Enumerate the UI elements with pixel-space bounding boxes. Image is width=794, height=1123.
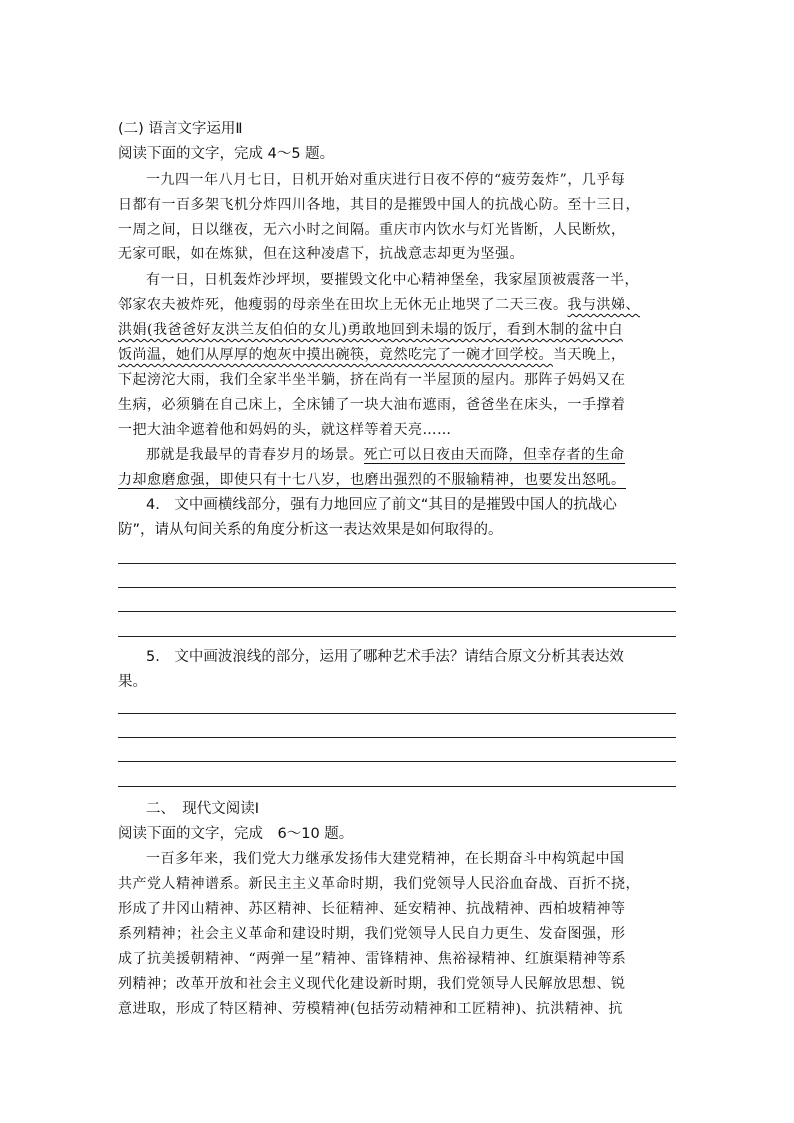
- passage-line: 无家可眠，如在炼狱，但在这种凌虐下，抗战意志却更为坚强。: [118, 246, 524, 262]
- wavy-underlined-text: 洪娟(我爸爸好友洪兰友伯伯的女儿)勇敢地回到未塌的饭厅，看到木制的盆中白: [118, 322, 623, 338]
- passage-line: 共产党人精神谱系。新民主主义革命时期，我们党领导人民浴血奋战、百折不挠，: [118, 876, 640, 892]
- passage-line: 形成了井冈山精神、苏区精神、长征精神、延安精神、抗战精神、西柏坡精神等: [118, 901, 626, 917]
- passage-line: 日都有一百多架飞机分炸四川各地，其目的是摧毁中国人的抗战心防。至十三日，: [118, 197, 640, 213]
- question-4-line: 4. 文中画横线部分，强有力地回应了前文“其目的是摧毁中国人的抗战心: [146, 497, 617, 513]
- passage-line: [118, 297, 678, 313]
- passage-line: [118, 322, 678, 338]
- answer-line[interactable]: [118, 587, 676, 588]
- reading-instruction: 阅读下面的文字，完成 6～10 题。: [118, 826, 354, 842]
- passage-line: 一把大油伞遮着他和妈妈的头，就这样等着天亮……: [118, 422, 452, 438]
- wavy-underlined-text: 饭尚温，她们从厚厚的炮灰中摸出碗筷，竟然吃完了一碗才回学校。: [118, 347, 553, 363]
- question-5-line: 果。: [118, 674, 147, 690]
- passage-text: 当天晚上，: [553, 347, 626, 363]
- passage-line: 意进取，形成了特区精神、劳模精神(包括劳动精神和工匠精神)、抗洪精神、抗: [118, 1001, 623, 1017]
- section-heading: (二) 语言文字运用Ⅱ: [118, 121, 243, 137]
- passage-text: 那就是我最早的青春岁月的场景。: [146, 447, 364, 463]
- passage-line: 一周之间，日以继夜，无六小时之间隔。重庆市内饮水与灯光皆断，人民断炊，: [118, 222, 626, 238]
- answer-line[interactable]: [118, 636, 676, 637]
- reading-instruction: 阅读下面的文字，完成 4～5 题。: [118, 146, 335, 162]
- question-4-line: 防”，请从句间关系的角度分析这一表达效果是如何取得的。: [118, 522, 503, 538]
- passage-line: 下起滂沱大雨，我们全家半坐半躺，挤在尚有一半屋顶的屋内。那阵子妈妈又在: [118, 372, 626, 388]
- passage-text: 邻家农夫被炸死，他瘦弱的母亲坐在田坎上无休无止地哭了二天三夜。: [118, 297, 568, 313]
- passage-line: 生病，必须躺在自己床上，全床铺了一块大油布遮雨，爸爸坐在床头，一手撑着: [118, 397, 626, 413]
- passage-line: 成了抗美援朝精神、“两弹一星”精神、雷锋精神、焦裕禄精神、红旗渠精神等系: [118, 951, 627, 967]
- passage-line: 列精神；改革开放和社会主义现代化建设新时期，我们党领导人民解放思想、锐: [118, 976, 626, 992]
- passage-line: [118, 472, 678, 488]
- answer-line[interactable]: [118, 737, 676, 738]
- passage-line: [118, 447, 706, 463]
- answer-line[interactable]: [118, 786, 676, 787]
- answer-line[interactable]: [118, 563, 676, 564]
- passage-line: 有一日，日机轰炸沙坪坝，要摧毁文化中心精神堡垒，我家屋顶被震落一半，: [146, 272, 639, 288]
- underlined-text: 力却愈磨愈强，即使只有十七八岁，也磨出强烈的不服输精神，也要发出怒吼。: [118, 472, 626, 488]
- underlined-text: 死亡可以日夜由天而降，但幸存者的生命: [363, 447, 625, 463]
- part-heading: 二、 现代文阅读Ⅰ: [146, 801, 260, 817]
- question-5-line: 5. 文中画波浪线的部分，运用了哪种艺术手法？请结合原文分析其表达效: [146, 649, 624, 665]
- wavy-underlined-text: 我与洪娣、: [567, 297, 640, 313]
- passage-line: 一九四一年八月七日，日机开始对重庆进行日夜不停的“疲劳轰炸”，几乎每: [146, 172, 626, 188]
- passage-line: 一百多年来，我们党大力继承发扬伟大建党精神，在长期奋斗中构筑起中国: [146, 851, 625, 867]
- answer-line[interactable]: [118, 611, 676, 612]
- passage-line: [118, 347, 678, 363]
- answer-line[interactable]: [118, 713, 676, 714]
- answer-line[interactable]: [118, 761, 676, 762]
- passage-line: 系列精神；社会主义革命和建设时期，我们党领导人民自力更生、发奋图强，形: [118, 926, 626, 942]
